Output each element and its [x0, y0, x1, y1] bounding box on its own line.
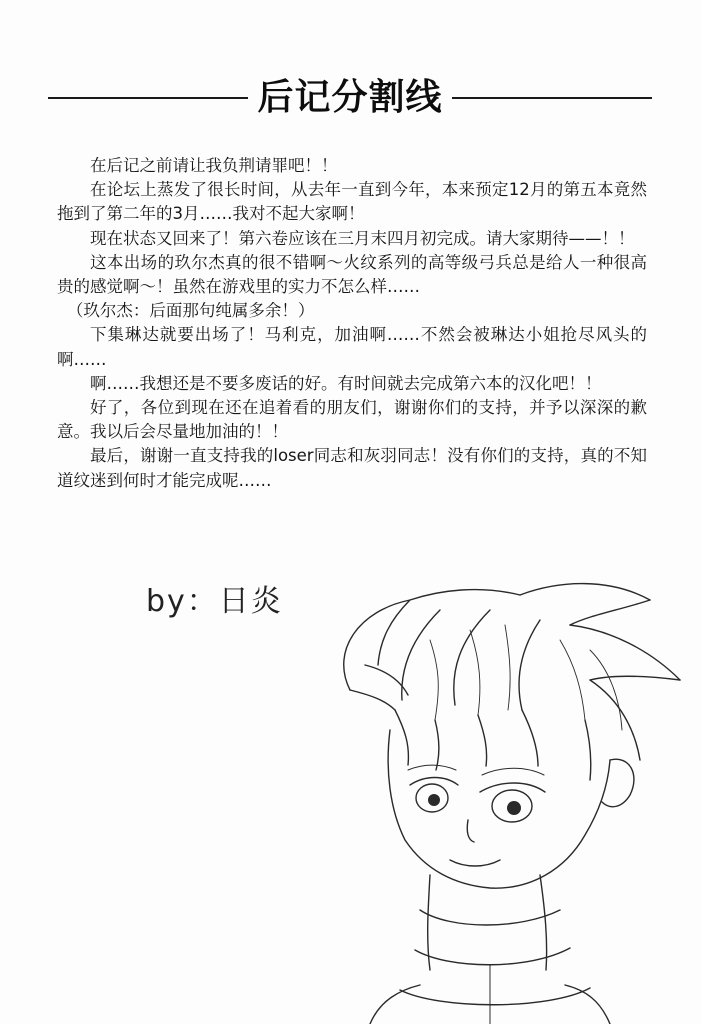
title-divider — [48, 74, 652, 124]
paragraph-3: 现在状态又回来了！第六卷应该在三月末四月初完成。请大家期待——！！ — [90, 228, 635, 248]
boy-portrait-sketch — [290, 570, 701, 1024]
paragraph-7: 啊……我想还是不要多废话的好。有时间就去完成第六本的汉化吧！！ — [90, 373, 602, 393]
paragraph-5: （玖尔杰：后面那句纯属多余！） — [66, 301, 315, 321]
paragraph-1: 在后记之前请让我负荆请罪吧！！ — [90, 156, 338, 175]
page-title: 后记分割线 — [257, 77, 443, 118]
paragraph-2: 在论坛上蒸发了很长时间，从去年一直到今年，本来预定12月的第五本竟然拖到了第二年的3月……我对不起大家啊！ — [57, 180, 647, 224]
paragraph-4: 这本出场的玖尔杰真的很不错啊～火纹系列的高等级弓兵总是给人一种很高贵的感觉啊～！虽然在游戏里的实力不怎么样…… — [57, 252, 647, 297]
divider-line-right — [452, 97, 652, 99]
signature: by：日炎 — [146, 584, 283, 619]
divider-line-left — [48, 97, 248, 99]
afterword-text — [57, 154, 647, 493]
paragraph-9: 最后，谢谢一直支持我的loser同志和灰羽同志！没有你们的支持，真的不知道纹迷到何时才能完成呢…… — [57, 446, 647, 490]
paragraph-8: 好了，各位到现在还在追着看的朋友们，谢谢你们的支持，并予以深深的歉意。我以后会尽量地加油的！！ — [57, 398, 647, 442]
paragraph-6: 下集琳达就要出场了！马利克，加油啊……不然会被琳达小姐抢尽风头的啊…… — [57, 325, 647, 369]
